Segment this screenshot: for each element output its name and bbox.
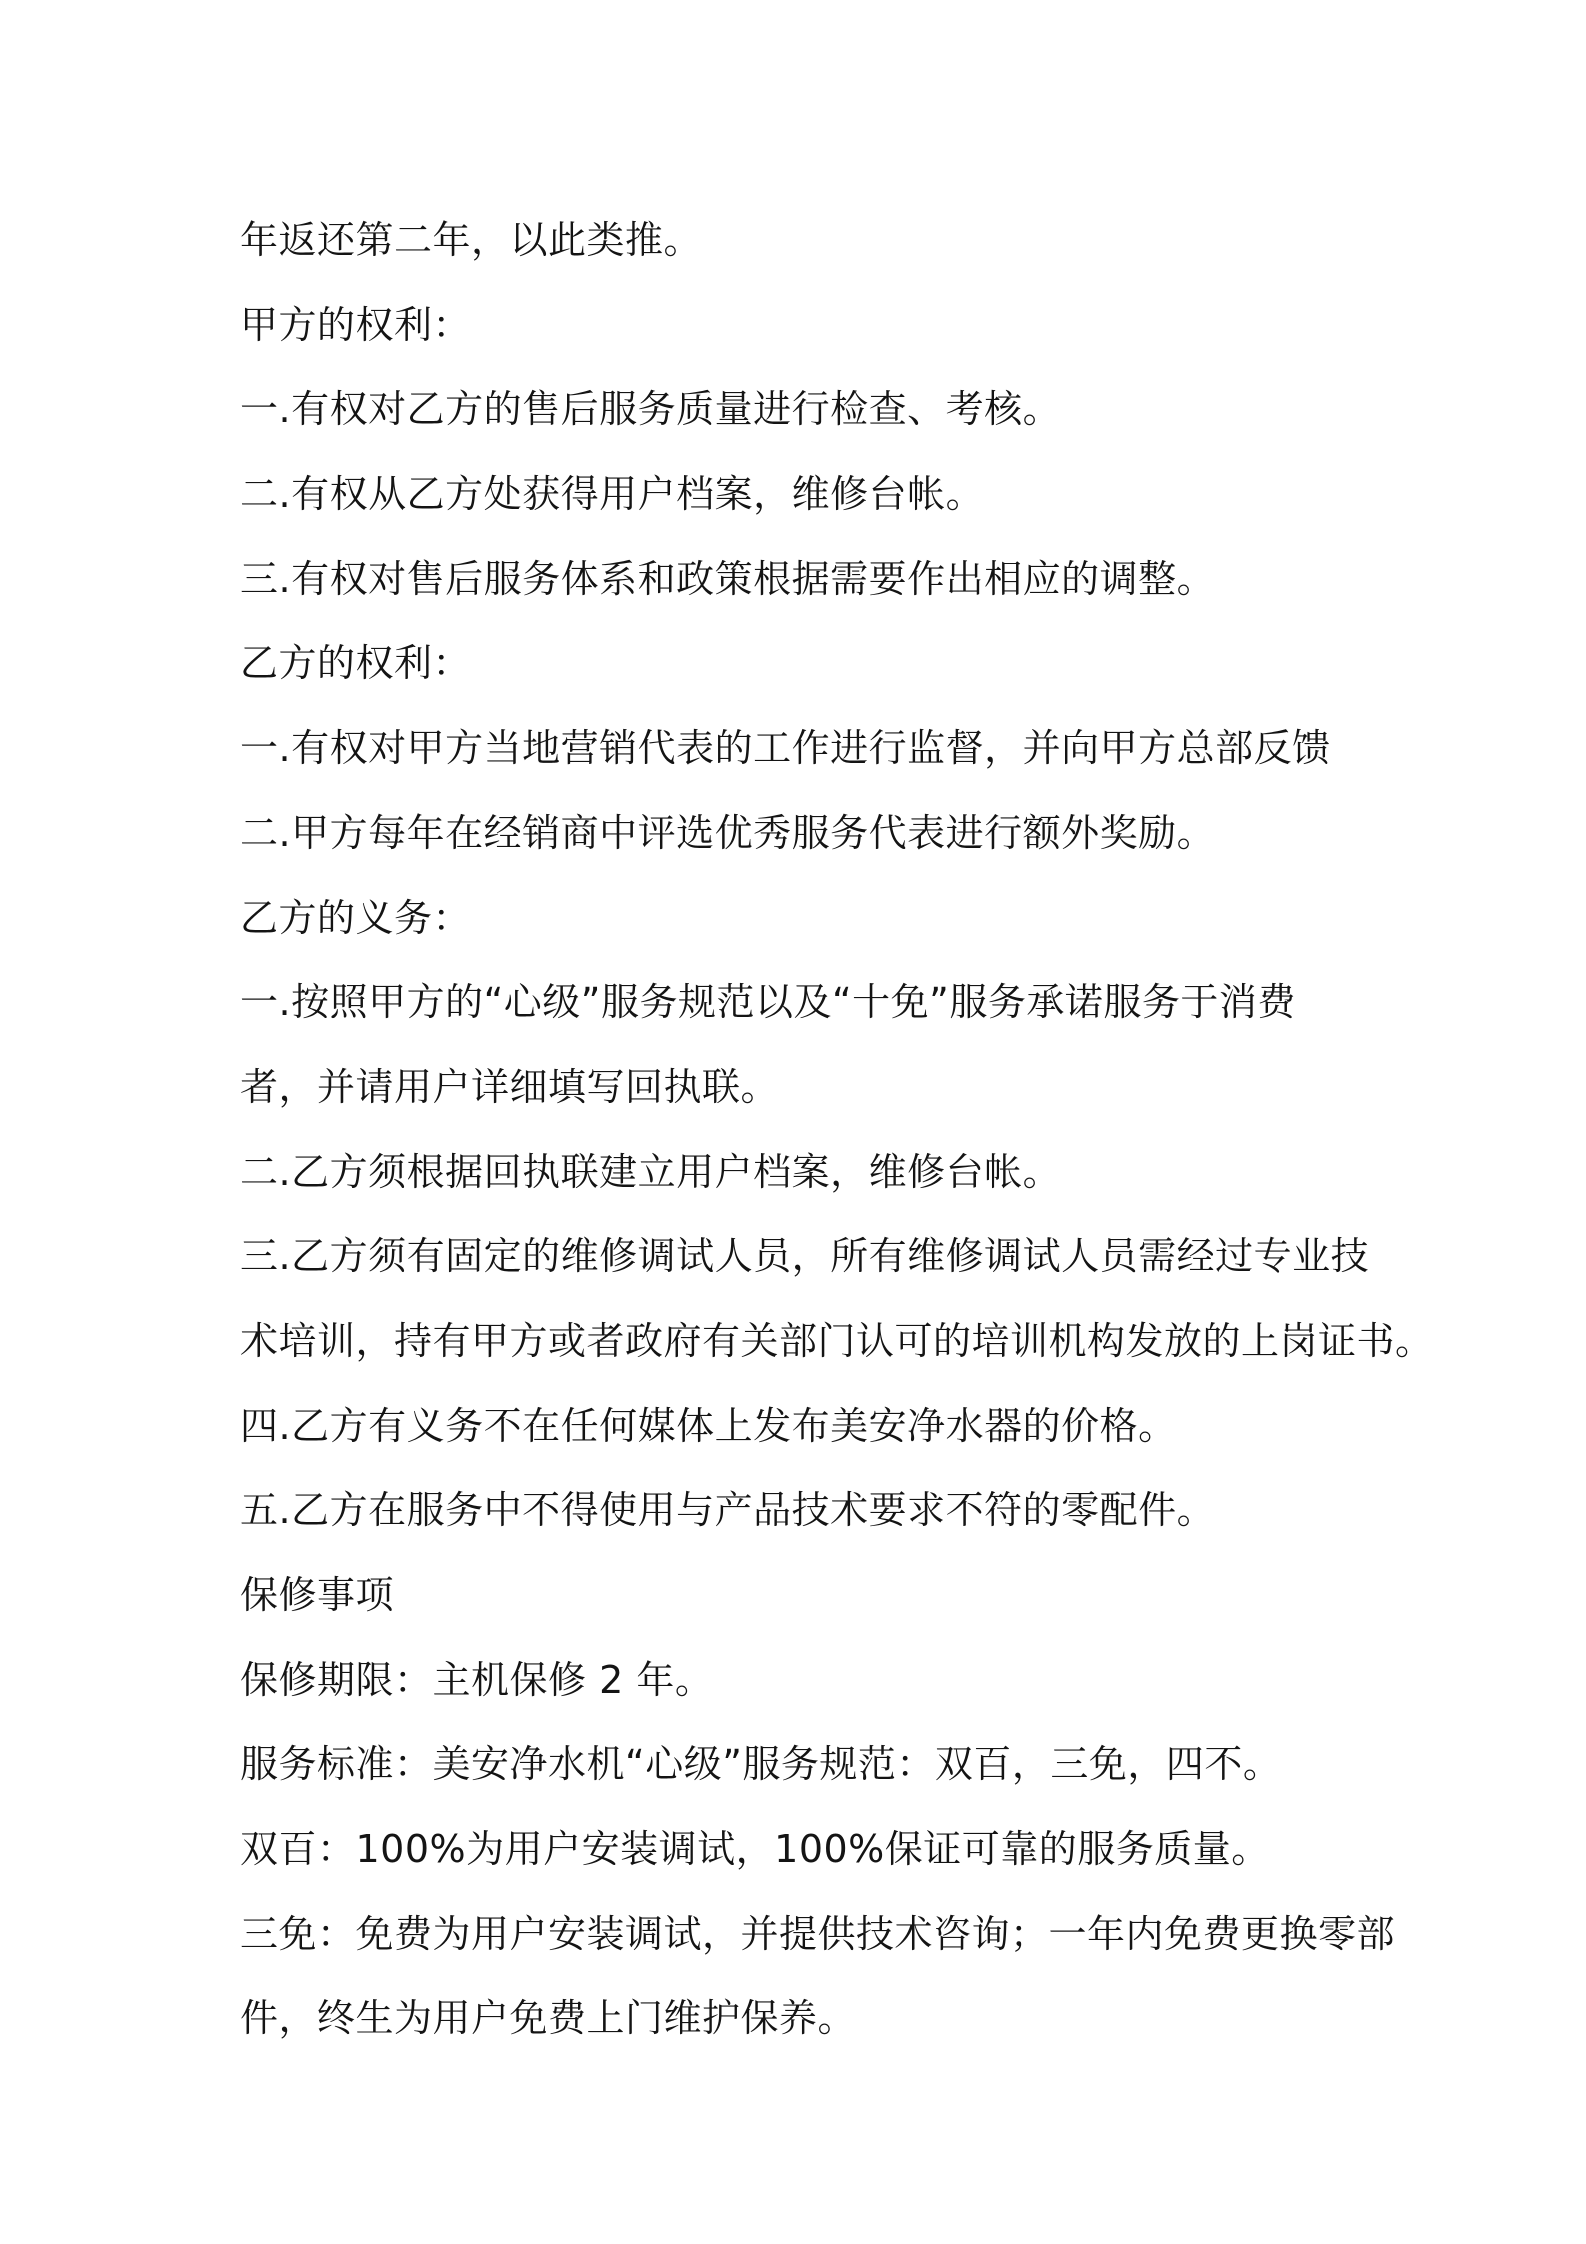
text-line: 一.按照甲方的“心级”服务规范以及“十免”服务承诺服务于消费 — [240, 980, 1296, 1025]
text-line: 者，并请用户详细填写回执联。 — [240, 1064, 780, 1109]
section-heading-party-b-obligations: 乙方的义务： — [240, 895, 472, 940]
text-line: 一.有权对甲方当地营销代表的工作进行监督，并向甲方总部反馈 — [240, 726, 1331, 771]
text-line: 三免：免费为用户安装调试，并提供技术咨询；一年内免费更换零部 — [240, 1911, 1396, 1956]
text-line: 四.乙方有义务不在任何媒体上发布美安净水器的价格。 — [240, 1403, 1177, 1448]
text-line: 五.乙方在服务中不得使用与产品技术要求不符的零配件。 — [240, 1488, 1216, 1533]
text-line: 年返还第二年，以此类推。 — [240, 218, 703, 262]
text-line: 件，终生为用户免费上门维护保养。 — [240, 1996, 857, 2041]
text-line: 二.有权从乙方处获得用户档案，维修台帐。 — [240, 472, 985, 517]
text-line: 二.乙方须根据回执联建立用户档案，维修台帐。 — [240, 1149, 1062, 1194]
text-line: 术培训，持有甲方或者政府有关部门认可的培训机构发放的上岗证书。 — [240, 1318, 1434, 1363]
text-line: 三.乙方须有固定的维修调试人员，所有维修调试人员需经过专业技 — [240, 1234, 1370, 1279]
text-line: 二.甲方每年在经销商中评选优秀服务代表进行额外奖励。 — [240, 810, 1216, 855]
section-heading-party-b-rights: 乙方的权利： — [240, 641, 472, 686]
section-heading-warranty: 保修事项 — [240, 1573, 395, 1617]
text-line: 服务标准：美安净水机“心级”服务规范：双百，三免，四不。 — [240, 1742, 1282, 1787]
text-line: 一.有权对乙方的售后服务质量进行检查、考核。 — [240, 387, 1062, 432]
text-line: 三.有权对售后服务体系和政策根据需要作出相应的调整。 — [240, 556, 1216, 601]
text-line: 双百：100%为用户安装调试，100%保证可靠的服务质量。 — [240, 1827, 1270, 1872]
document-body — [240, 198, 1434, 2061]
text-line: 保修期限：主机保修 2 年。 — [240, 1657, 714, 1702]
section-heading-party-a-rights: 甲方的权利： — [240, 302, 472, 347]
